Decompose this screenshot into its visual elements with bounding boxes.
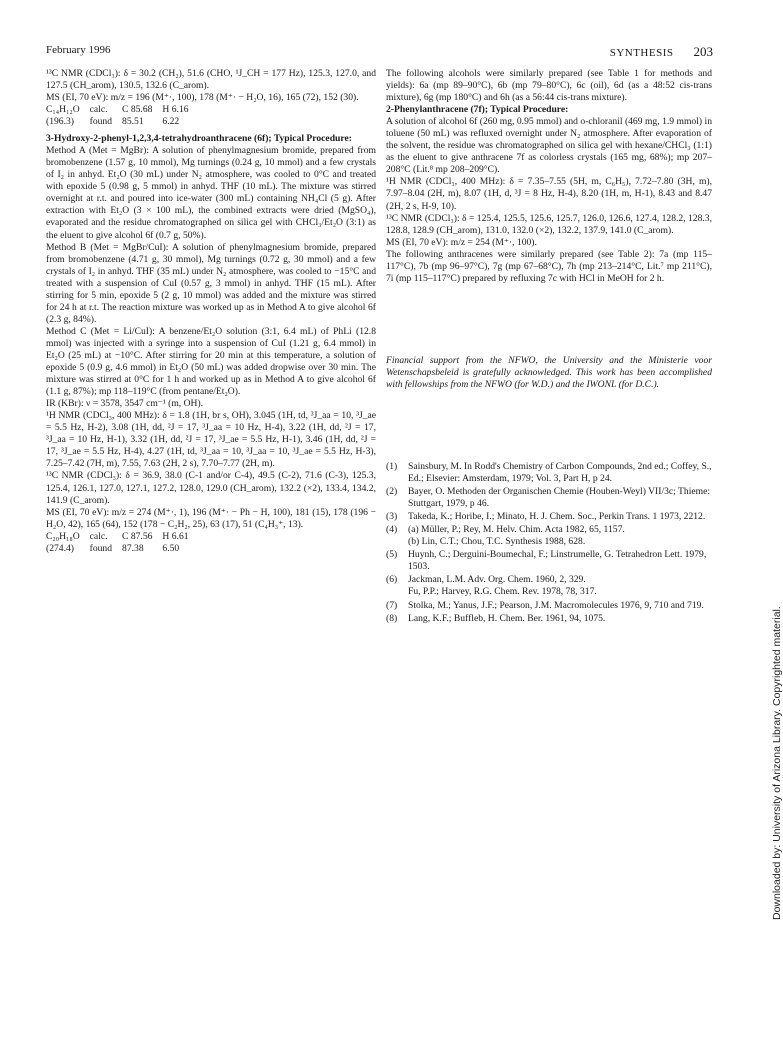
- page-number: 203: [693, 44, 713, 59]
- reference-item: [386, 574, 712, 598]
- heading-7f: 2-Phenylanthracene (7f); Typical Procedure:: [386, 104, 569, 116]
- reference-item: [386, 511, 712, 523]
- h1-nmr-7f: ¹H NMR (CDCl₃, 400 MHz): δ = 7.35–7.55 (5H, m, C₆H₅), 7.72–7.80 (3H, m), 7.97–8.04 (2H, m), 8.07 (1H, d, ³J = 8 Hz, H-4), 8.20 (1H, m, H-1), 8.43 and 8.47 (2H, 2 s, H-9, 10).: [386, 176, 712, 212]
- anal2-found-label: found: [89, 542, 113, 554]
- anal1-mw: (196.3): [46, 116, 74, 128]
- c13-nmr-top: ¹³C NMR (CDCl₃): δ = 30.2 (CH₂), 51.6 (CHO, ¹J_CH = 177 Hz), 125.3, 127.0, and 127.5 (CH_arom), 130.5, 132.6 (C_arom).: [46, 68, 376, 92]
- reference-number: (8): [386, 612, 398, 624]
- reference-item: [386, 613, 712, 625]
- reference-text: [408, 524, 712, 548]
- heading-6f: 3-Hydroxy-2-phenyl-1,2,3,4-tetrahydroanthracene (6f); Typical Procedure:: [46, 133, 352, 145]
- anal1-formula: C₁₄H₁₂O: [46, 104, 80, 116]
- reference-part-b: Fu, P.P.; Harvey, R.G. Chem. Rev. 1978, 78, 317.: [408, 586, 597, 598]
- header-right: [610, 44, 713, 60]
- anal1-found-label: found: [89, 116, 113, 128]
- reference-text: [408, 574, 712, 598]
- reference-item: [386, 549, 712, 573]
- reference-item: [386, 600, 712, 612]
- ms-top: MS (EI, 70 eV): m/z = 196 (M⁺·, 100), 178 (M⁺· − H₂O, 16), 165 (72), 152 (30).: [46, 92, 359, 104]
- reference-number: (1): [386, 460, 398, 472]
- method-b: Method B (Met = MgBr/CuI): A solution of phenylmagnesium bromide, prepared from bromobenzene (4.71 g, 30 mmol), Mg turnings (0.72 g, 30 mmol) and a few crystals of I₂ in anhyd. THF (35 mL) under N₂ atmosphere, was cooled to −15°C and treated with a suspension of CuI (0.57 g, 3 mmol) in anhyd. THF (15 mL). After stirring for 5 min, epoxide 5 (2 g, 10 mmol) was added and the mixture was stirred for 24 h at r.t. The reaction mixture was worked up as in Method A to give alcohol 6f (2.3 g, 84%).: [46, 241, 376, 325]
- reference-text: Sainsbury, M. In Rodd's Chemistry of Carbon Compounds, 2nd ed.; Coffey, S., Ed.; Elsevier: Amsterdam, 1979; Vol. 3, Part H, p 24.: [408, 460, 712, 485]
- reference-number: (7): [386, 599, 398, 611]
- anal2-calc-label: calc.: [89, 530, 108, 542]
- anal1-c-found: 85.51: [122, 116, 144, 128]
- method-c: Method C (Met = Li/CuI): A benzene/Et₂O solution (3:1, 6.4 mL) of PhLi (12.8 mmol) was injected with a syringe into a suspension of CuI (1.21 g, 6.4 mmol) in Et₂O (25 mL) at −10°C. After stirring for 20 min at this temperature, a solution of epoxide 5 (0.9 g, 4.6 mmol) in Et₂O (50 mL) was added dropwise over 30 min. The mixture was stirred at 0°C for 1 h and worked up as in Method A to give alcohol 6f (1.1 g, 87%); mp 118–119°C (from pentane/Et₂O).: [46, 325, 376, 398]
- c13-nmr-7f: ¹³C NMR (CDCl₃): δ = 125.4, 125.5, 125.6, 125.7, 126.0, 126.6, 127.4, 128.2, 128.3, 128.8, 128.9 (CH_arom), 131.0, 132.0 (×2), 132.2, 137.9, 141.0 (C_arom).: [386, 212, 712, 236]
- similar-anthracenes: The following anthracenes were similarly prepared (see Table 2): 7a (mp 115–117°C), 7b (mp 96–97°C), 7g (mp 67–68°C), 7h (mp 213–214°C, Lit.⁷ mp 211°C), 7i (mp 115–117°C) prepared by refluxing 7c with HCl in MeOH for 2 h.: [386, 248, 712, 284]
- reference-text: Lang, K.F.; Buffleb, H. Chem. Ber. 1961, 94, 1075.: [408, 612, 606, 624]
- anal2-formula: C₂₀H₁₈O: [46, 530, 80, 542]
- header-journal: SYNTHESIS: [609, 47, 674, 59]
- reference-number: (6): [386, 574, 398, 586]
- reference-number: (5): [386, 549, 398, 561]
- ir-data: IR (KBr): ν = 3578, 3547 cm⁻¹ (m, OH).: [46, 398, 204, 410]
- watermark-text: Downloaded by: University of Arizona Library. Copyrighted material.: [771, 606, 783, 920]
- header-date: February 1996: [46, 44, 111, 56]
- method-a: Method A (Met = MgBr): A solution of phenylmagnesium bromide, prepared from bromobenzene (1.57 g, 10 mmol), Mg turnings (0.24 g, 10 mmol) and a few crystals of I₂ in anhyd. Et₂O (30 mL) under N₂ atmosphere, was cooled to 0°C and treated with epoxide 5 (0.98 g, 5 mmol) in anhyd. THF (10 mL). The mixture was stirred overnight at r.t. and poured into ice-water (300 mL) containing NH₄Cl (5 g). After extraction with Et₂O (3 × 100 mL), the combined extracts were dried (MgSO₄), evaporated and the residue chromatographed on silica gel with CHCl₃/Et₂O (3:1) as the eluent to give alcohol 6f (0.7 g, 50%).: [46, 145, 376, 241]
- anal1-h-calc: H 6.16: [162, 104, 189, 116]
- anal2-c-calc: C 87.56: [122, 530, 153, 542]
- reference-text: Bayer, O. Methoden der Organischen Chemie (Houben-Weyl) VII/3c; Thieme: Stuttgart, 1979, p 46.: [408, 486, 711, 510]
- reference-text: Huynh, C.; Derguini-Boumechal, F.; Linstrumelle, G. Tetrahedron Lett. 1979, 1503.: [408, 549, 707, 573]
- acknowledgement: Financial support from the NFWO, the University and the Ministerie voor Wetenschapsbeleid is gratefully acknowledged. This work has been accomplished with fellowships from the NFWO (for W.D.) and the IWONL (for D.C.).: [386, 354, 712, 390]
- right-column: [386, 68, 712, 626]
- similar-alcohols: The following alcohols were similarly prepared (see Table 1 for methods and yields): 6a (mp 89–90°C), 6b (mp 79–80°C), 6c (oil), 6d (as a 48:52 cis-trans mixture), 6g (mp 180°C) and 6h (as a 56:44 cis-trans mixture).: [386, 68, 712, 104]
- reference-text: Takeda, K.; Horibe, I.; Minato, H. J. Chem. Soc., Perkin Trans. 1 1973, 2212.: [408, 511, 706, 523]
- reference-number: (4): [386, 524, 398, 536]
- reference-item: [386, 486, 712, 510]
- reference-item: [386, 524, 712, 548]
- reference-text: Stolka, M.; Yanus, J.F.; Pearson, J.M. Macromolecules 1976, 9, 710 and 719.: [408, 599, 704, 611]
- reference-number: (2): [386, 486, 398, 498]
- c13-nmr-6f: ¹³C NMR (CDCl₃): δ = 36.9, 38.0 (C-1 and/or C-4), 49.5 (C-2), 71.6 (C-3), 125.3, 125.4, 126.1, 127.0, 127.1, 127.2, 128.0, 129.0 (CH_arom), 132.2 (×2), 133.4, 134.2, 141.9 (C_arom).: [46, 470, 376, 506]
- left-column: [46, 68, 376, 555]
- anal2-c-found: 87.38: [122, 542, 144, 554]
- references-list: [386, 461, 712, 625]
- download-watermark: [760, 360, 783, 920]
- reference-part-a: Jackman, L.M. Adv. Org. Chem. 1960, 2, 329.: [408, 574, 586, 586]
- anal1-h-found: 6.22: [162, 116, 180, 128]
- anal2-h-found: 6.50: [162, 542, 180, 554]
- procedure-7f: A solution of alcohol 6f (260 mg, 0.95 mmol) and o-chloranil (469 mg, 1.9 mmol) in toluene (50 mL) was refluxed overnight under N₂ atmosphere. After evaporation of the solvent, the residue was chromatographed on silica gel with hexane/CHCl₃ (1:1) as the eluent to give anthracene 7f as colorless crystals (165 mg, 68%); mp 207–208°C (Lit.⁸ mp 208–209°C).: [386, 116, 712, 176]
- elemental-analysis-2: [46, 531, 199, 555]
- anal1-c-calc: C 85.68: [122, 104, 153, 116]
- ms-6f: MS (EI, 70 eV): m/z = 274 (M⁺·, 1), 196 (M⁺· − Ph − H, 100), 181 (15), 178 (196 − H₂O, 42), 165 (64), 152 (178 − C₂H₂, 25), 63 (17), 51 (C₄H₃⁺, 13).: [46, 506, 376, 530]
- anal2-h-calc: H 6.61: [162, 530, 189, 542]
- anal1-calc-label: calc.: [89, 104, 108, 116]
- reference-part-b: (b) Lin, C.T.; Chou, T.C. Synthesis 1988, 628.: [408, 536, 586, 548]
- h1-nmr-6f: ¹H NMR (CDCl₃, 400 MHz): δ = 1.8 (1H, br s, OH), 3.045 (1H, td, ³J_aa = 10, ³J_ae = 5.5 Hz, H-2), 3.08 (1H, dd, ²J = 17, ³J_aa = 10 Hz, H-4), 3.22 (1H, dd, ²J = 17, ³J_aa = 10 Hz, H-1), 3.32 (1H, dd, ²J = 17, ³J_ae = 5.5 Hz, H-1), 3.46 (1H, dd, ²J = 17, ³J_ae = 5.5 Hz, H-4), 4.27 (1H, td, ³J_aa = 10, ³J_aa = 10, ³J_ae = 5.5 Hz, H-3), 7.25–7.42 (7H, m), 7.55, 7.63 (2H, 2 s), 7.70–7.77 (2H, m).: [46, 410, 376, 470]
- reference-item: [386, 461, 712, 485]
- elemental-analysis-1: [46, 104, 199, 128]
- reference-part-a: (a) Müller, P.; Rey, M. Helv. Chim. Acta 1982, 65, 1157.: [408, 524, 625, 536]
- reference-number: (3): [386, 511, 398, 523]
- anal2-mw: (274.4): [46, 542, 74, 554]
- ms-7f: MS (EI, 70 eV): m/z = 254 (M⁺·, 100).: [386, 236, 537, 248]
